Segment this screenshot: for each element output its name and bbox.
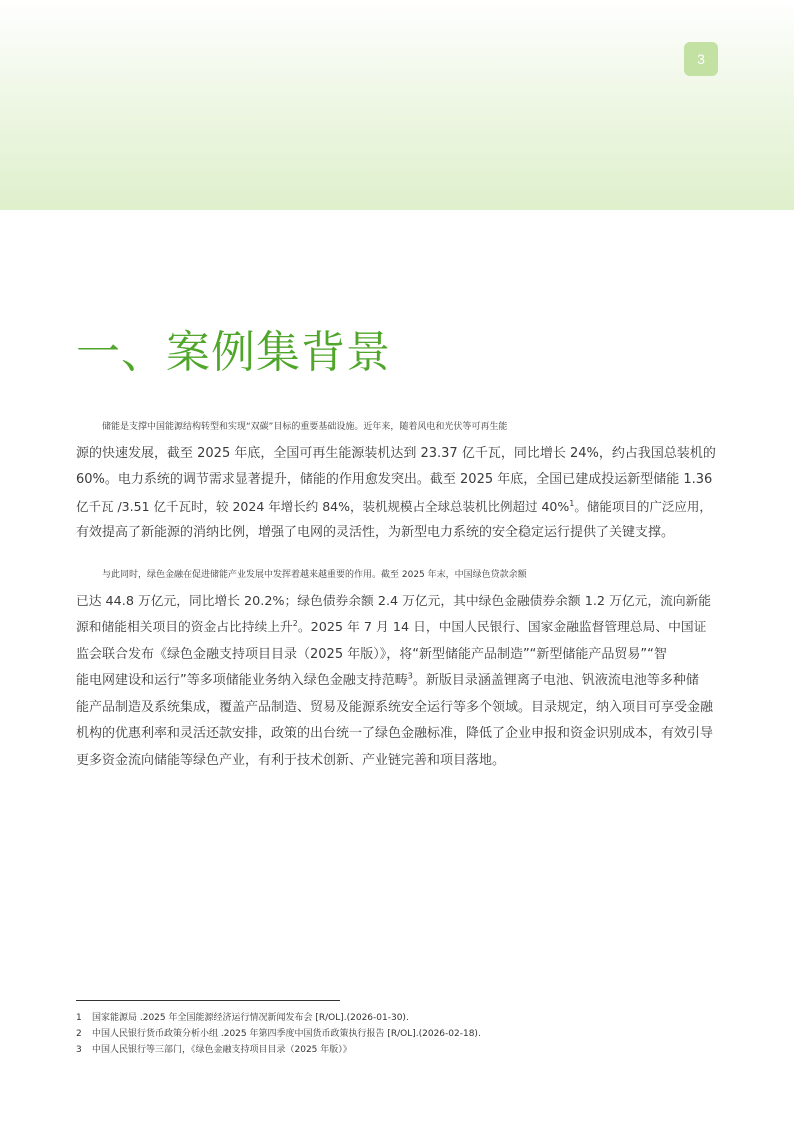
paragraph-1-line: 有效提高了新能源的消纳比例，增强了电网的灵活性，为新型电力系统的安全稳定运行提供了关键支撑。	[76, 525, 675, 540]
footnote-ref-3[interactable]: 3	[407, 671, 413, 681]
footnote-ref-2[interactable]: 2	[292, 618, 298, 628]
section-title: 一、案例集背景	[76, 327, 391, 378]
footnote-number: 1	[76, 1013, 82, 1023]
paragraph-1-line: 60%。电力系统的调节需求显著提升，储能的作用愈发突出。截至 2025 年底，全国已建成投运新型储能 1.36	[76, 472, 713, 487]
paragraph-1-line: 源的快速发展，截至 2025 年底，全国可再生能源装机达到 23.37 亿千瓦，同比增长 24%，约占我国总装机的	[76, 445, 716, 461]
paragraph-1-line-tail: 。储能项目的广泛应用，	[574, 498, 712, 514]
paragraph-2-line: 机构的优惠利率和灵活还款安排，政策的出台统一了绿色金融标准，降低了企业申报和资金识别成本，有效引导	[76, 726, 714, 741]
footnote-number: 2	[76, 1029, 82, 1039]
paragraph-2-line: 更多资金流向储能等绿色产业，有利于技术创新、产业链完善和项目落地。	[76, 752, 506, 768]
paragraph-2-line: 已达 44.8 万亿元，同比增长 20.2%；绿色债券余额 2.4 万亿元，其中绿色金融债券余额 1.2 万亿元，流向新能	[76, 593, 712, 609]
paragraph-2-line: 能产品制造及系统集成，覆盖产品制造、贸易及能源系统安全运行等多个领域。目录规定，纳入项目可享受金融	[76, 699, 714, 715]
paragraph-1	[76, 414, 718, 549]
paragraph-2	[76, 562, 718, 774]
paragraph-2-line-tail: 。2025 年 7 月 14 日，中国人民银行、国家金融监督管理总局、中国证	[297, 620, 707, 635]
header-band	[0, 0, 794, 210]
footnote-item	[76, 1010, 718, 1026]
footnote-divider	[76, 1000, 340, 1001]
paragraph-1-line	[76, 494, 718, 521]
paragraph-2-line: 监会联合发布《绿色金融支持项目目录（2025 年版）》，将“新型储能产品制造”“新型储能产品贸易”“智	[76, 646, 667, 662]
paragraph-2-line	[76, 668, 718, 695]
footnote-ref-1[interactable]: 1	[569, 498, 575, 508]
paragraph-2-line	[76, 615, 718, 642]
footnote-number: 3	[76, 1045, 82, 1055]
paragraph-1-line-text: 亿千瓦 /3.51 亿千瓦时，较 2024 年增长约 84%，装机规模占全球总装机比例超过 40%	[76, 498, 570, 514]
footnote-text: 国家能源局 .2025 年全国能源经济运行情况新闻发布会 [R/OL].(2026-01-30).	[92, 1013, 409, 1023]
footnote-text: 中国人民银行货币政策分析小组 .2025 年第四季度中国货币政策执行报告 [R/OL].(2026-02-18).	[92, 1029, 481, 1039]
footnotes	[76, 1010, 718, 1058]
footnote-item	[76, 1042, 718, 1058]
page-number-badge: 3	[684, 42, 718, 76]
footnote-text: 中国人民银行等三部门，《绿色金融支持项目目录（2025 年版）》	[92, 1045, 352, 1055]
footnote-item	[76, 1026, 718, 1042]
paragraph-2-line-text: 能电网建设和运行”等多项储能业务纳入绿色金融支持范畴	[76, 673, 408, 688]
paragraph-2-line-text: 源和储能相关项目的资金占比持续上升	[76, 620, 293, 635]
paragraph-1-line: 储能是支撑中国能源结构转型和实现“双碳”目标的重要基础设施。近年来，随着风电和光伏等可再生能	[102, 422, 508, 432]
paragraph-2-line: 与此同时，绿色金融在促进储能产业发展中发挥着越来越重要的作用。截至 2025 年末，中国绿色贷款余额	[102, 570, 527, 580]
paragraph-2-line-tail: 。新版目录涵盖锂离子电池、钒液流电池等多种储	[412, 673, 699, 688]
